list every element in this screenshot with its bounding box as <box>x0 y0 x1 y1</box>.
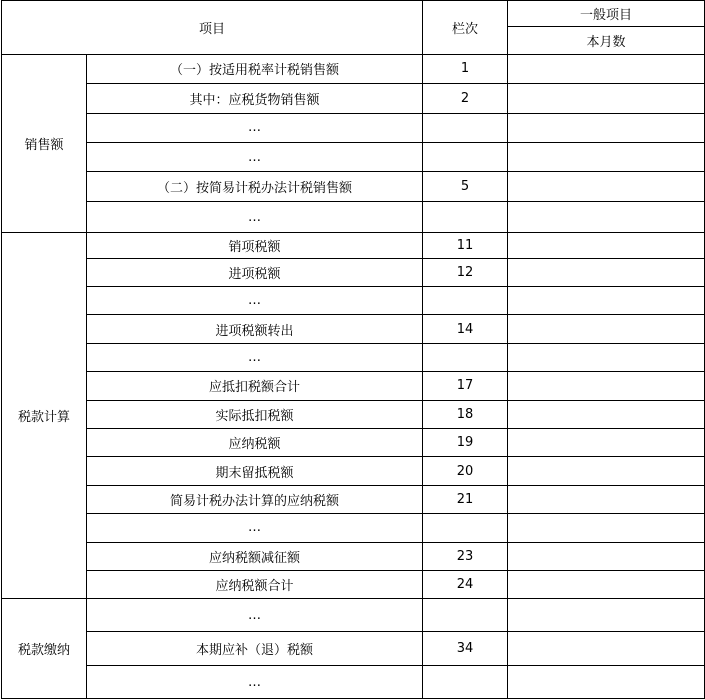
row-value-cell <box>508 485 705 513</box>
table-row <box>2 201 705 232</box>
row-number <box>423 287 508 315</box>
row-value-cell <box>508 457 705 485</box>
table-row <box>2 457 705 485</box>
row-value-cell <box>508 372 705 400</box>
row-value-cell <box>508 258 705 286</box>
table-row <box>2 54 705 83</box>
row-value-cell <box>508 429 705 457</box>
header-row-no: 栏次 <box>423 1 508 55</box>
row-number: 23 <box>423 542 508 570</box>
row-item-label: （二）按简易计税办法计税销售额 <box>87 172 423 201</box>
table-row <box>2 315 705 343</box>
row-number: 20 <box>423 457 508 485</box>
table-row <box>2 666 705 699</box>
table-row <box>2 599 705 631</box>
table-row <box>2 113 705 142</box>
row-item-label: 期末留抵税额 <box>87 457 423 485</box>
row-item-label: … <box>87 599 423 631</box>
row-number <box>423 599 508 631</box>
row-value-cell <box>508 666 705 699</box>
table-row <box>2 142 705 171</box>
table-row <box>2 343 705 371</box>
row-item-label: … <box>87 201 423 232</box>
table-row <box>2 84 705 113</box>
table-row <box>2 400 705 428</box>
row-item-label: 应纳税额减征额 <box>87 542 423 570</box>
row-number <box>423 113 508 142</box>
row-number: 14 <box>423 315 508 343</box>
row-item-label: … <box>87 287 423 315</box>
row-value-cell <box>508 400 705 428</box>
header-row-top <box>2 1 705 27</box>
row-number: 17 <box>423 372 508 400</box>
row-number <box>423 343 508 371</box>
row-item-label: 应纳税额合计 <box>87 571 423 599</box>
section-label: 税款计算 <box>2 233 87 599</box>
table-row <box>2 258 705 286</box>
table-row <box>2 372 705 400</box>
row-number <box>423 142 508 171</box>
table-row <box>2 485 705 513</box>
row-number: 2 <box>423 84 508 113</box>
row-item-label: 简易计税办法计算的应纳税额 <box>87 485 423 513</box>
row-item-label: … <box>87 113 423 142</box>
row-item-label: … <box>87 343 423 371</box>
row-number <box>423 201 508 232</box>
row-value-cell <box>508 514 705 542</box>
row-item-label: 进项税额 <box>87 258 423 286</box>
section-label: 销售额 <box>2 54 87 232</box>
vat-return-table <box>1 0 705 699</box>
table-row <box>2 514 705 542</box>
row-number: 18 <box>423 400 508 428</box>
row-number: 12 <box>423 258 508 286</box>
row-item-label: 应纳税额 <box>87 429 423 457</box>
table-row <box>2 429 705 457</box>
row-item-label: 进项税额转出 <box>87 315 423 343</box>
row-value-cell <box>508 542 705 570</box>
row-number <box>423 666 508 699</box>
table-row <box>2 571 705 599</box>
row-number: 34 <box>423 631 508 665</box>
row-value-cell <box>508 631 705 665</box>
header-item: 项目 <box>2 1 423 55</box>
row-value-cell <box>508 599 705 631</box>
row-value-cell <box>508 113 705 142</box>
row-number: 19 <box>423 429 508 457</box>
row-value-cell <box>508 84 705 113</box>
row-value-cell <box>508 54 705 83</box>
row-item-label: 实际抵扣税额 <box>87 400 423 428</box>
row-value-cell <box>508 142 705 171</box>
table-body <box>2 1 705 699</box>
row-item-label: 应抵扣税额合计 <box>87 372 423 400</box>
section-label: 税款缴纳 <box>2 599 87 699</box>
row-item-label: … <box>87 142 423 171</box>
header-general-items: 一般项目 <box>508 1 705 27</box>
row-item-label: … <box>87 666 423 699</box>
row-number <box>423 514 508 542</box>
table-row <box>2 631 705 665</box>
header-this-month: 本月数 <box>508 27 705 54</box>
row-number: 5 <box>423 172 508 201</box>
row-number: 11 <box>423 233 508 258</box>
row-value-cell <box>508 172 705 201</box>
row-number: 1 <box>423 54 508 83</box>
row-number: 24 <box>423 571 508 599</box>
row-item-label: （一）按适用税率计税销售额 <box>87 54 423 83</box>
table-row <box>2 287 705 315</box>
row-item-label: 本期应补（退）税额 <box>87 631 423 665</box>
row-value-cell <box>508 201 705 232</box>
row-item-label: 其中：应税货物销售额 <box>87 84 423 113</box>
row-value-cell <box>508 287 705 315</box>
row-item-label: … <box>87 514 423 542</box>
row-value-cell <box>508 315 705 343</box>
row-number: 21 <box>423 485 508 513</box>
row-value-cell <box>508 343 705 371</box>
table-row <box>2 172 705 201</box>
table-row <box>2 542 705 570</box>
row-item-label: 销项税额 <box>87 233 423 258</box>
row-value-cell <box>508 571 705 599</box>
table-row <box>2 233 705 258</box>
row-value-cell <box>508 233 705 258</box>
